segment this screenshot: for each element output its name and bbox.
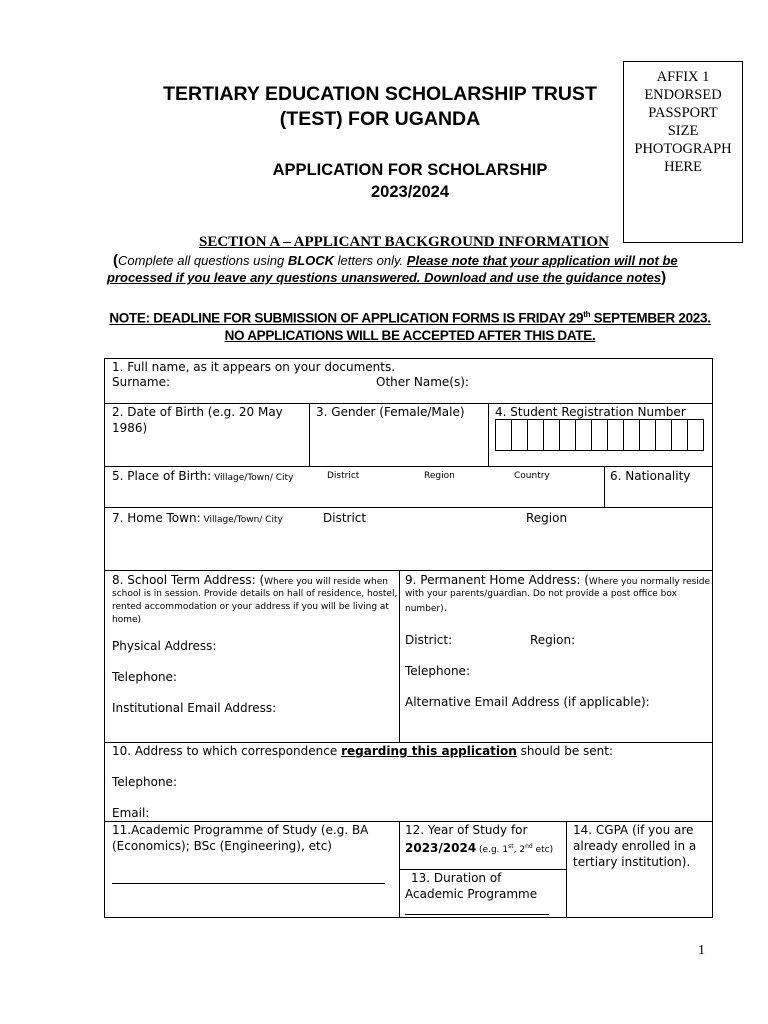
reg-char-box[interactable] — [511, 419, 528, 451]
pob-region: Region — [424, 471, 455, 481]
reg-char-box[interactable] — [575, 419, 592, 451]
year-eg-sup: nd — [525, 843, 533, 850]
registration-label: 4. Student Registration Number — [495, 405, 686, 419]
correspondence-telephone-label: Telephone: — [112, 775, 177, 789]
note-open-paren: ( — [113, 252, 118, 269]
photo-line: SIZE — [667, 123, 699, 139]
note-close-paren: ) — [661, 269, 667, 286]
reg-char-box[interactable] — [687, 419, 704, 451]
cgpa-label-line3: tertiary institution). — [573, 855, 691, 869]
gender-label: 3. Gender (Female/Male) — [316, 405, 465, 419]
section-heading: SECTION A – APPLICANT BACKGROUND INFORMATION — [199, 234, 609, 250]
school-address-hint: Where you will reside when — [264, 577, 388, 587]
deadline-sup: th — [583, 310, 591, 319]
school-address-hint: rented accommodation or your address if you will be living at — [112, 602, 389, 612]
year-bold: 2023/2024 — [405, 841, 477, 855]
note-warning: processed if you leave any questions unanswered. Download and use the guidance notes — [107, 270, 662, 285]
duration-label-line1: 13. Duration of — [411, 871, 502, 885]
note-text: letters only. — [334, 253, 407, 268]
school-address-hint: school is in session. Provide details on hall of residence, hostel, — [112, 589, 398, 599]
table-border — [712, 358, 713, 918]
col-divider — [604, 466, 605, 507]
pob-vtc: Village/Town/ City — [211, 473, 294, 483]
row-divider — [104, 507, 713, 508]
reg-char-box[interactable] — [495, 419, 512, 451]
cgpa-label-line2: already enrolled in a — [573, 839, 697, 853]
nationality-label: 6. Nationality — [610, 469, 691, 483]
year-of-study-label: 12. Year of Study for — [405, 823, 528, 837]
reg-char-box[interactable] — [591, 419, 608, 451]
home-district-label: District: — [405, 633, 453, 647]
duration-label-line2: Academic Programme — [405, 887, 538, 901]
passport-photo-box — [623, 61, 743, 243]
surname-label: Surname: — [112, 375, 171, 389]
school-address-title: 8. School Term Address: ( — [112, 573, 265, 587]
photo-line: AFFIX 1 — [656, 69, 710, 85]
col-divider — [566, 821, 567, 917]
correspondence-bold: regarding this application — [341, 744, 517, 758]
alternative-email-label: Alternative Email Address (if applicable): — [405, 695, 650, 709]
pob-district: District — [327, 471, 360, 481]
home-address-hint-dot: . — [443, 600, 448, 614]
col-divider — [399, 570, 400, 742]
photo-line: ENDORSED — [644, 87, 722, 103]
row-divider — [104, 466, 713, 467]
year-eg-text: (e.g. 1 — [476, 845, 509, 855]
row-divider — [104, 821, 713, 822]
reg-char-box[interactable] — [623, 419, 640, 451]
physical-address-label: Physical Address: — [112, 639, 217, 653]
col-divider — [488, 403, 489, 466]
year-eg-text: etc) — [532, 845, 554, 855]
home-town-title: 7. Home Town: — [112, 511, 201, 525]
deadline-text: SEPTEMBER 2023. — [590, 310, 711, 326]
home-region: Region — [526, 511, 568, 525]
place-of-birth-label — [112, 469, 293, 486]
org-title — [130, 82, 630, 132]
note-block-word: BLOCK — [287, 253, 335, 268]
deadline-text: NOTE: DEADLINE FOR SUBMISSION OF APPLICATION FORMS IS FRIDAY 29 — [109, 310, 584, 326]
deadline-note — [100, 306, 720, 344]
reg-char-box[interactable] — [671, 419, 688, 451]
row-divider — [104, 742, 713, 743]
duration-blank-line[interactable] — [405, 914, 549, 915]
school-telephone-label: Telephone: — [112, 670, 177, 684]
reg-char-box[interactable] — [543, 419, 560, 451]
row-divider — [104, 403, 713, 404]
cgpa-label-line1: 14. CGPA (if you are — [573, 823, 694, 837]
note-warning: Please note that your application will not be — [406, 253, 678, 268]
programme-label-line2: (Economics); BSc (Engineering), etc) — [112, 839, 332, 853]
photo-line: HERE — [664, 159, 702, 175]
deadline-line2: NO APPLICATIONS WILL BE ACCEPTED AFTER THIS DATE. — [224, 327, 596, 343]
table-border — [104, 358, 713, 359]
home-town-label — [112, 511, 283, 528]
home-address-hint: with your parents/guardian. Do not provide a post office box — [405, 589, 677, 599]
reg-char-box[interactable] — [527, 419, 544, 451]
application-title-line2: 2023/2024 — [371, 183, 449, 201]
note-text: Complete all questions using — [118, 253, 288, 268]
year-eg-text: , 2 — [513, 845, 526, 855]
org-title-line2: (TEST) FOR UGANDA — [279, 108, 481, 130]
application-title — [230, 159, 590, 203]
home-town-vtc: Village/Town/ City — [200, 515, 283, 525]
row-divider — [104, 570, 713, 571]
reg-char-box[interactable] — [639, 419, 656, 451]
year-example — [476, 845, 553, 855]
reg-char-box[interactable] — [655, 419, 672, 451]
org-title-line1: TERTIARY EDUCATION SCHOLARSHIP TRUST — [163, 83, 597, 105]
programme-blank-line[interactable] — [112, 883, 385, 884]
home-address-hint — [405, 601, 447, 616]
q1-title: 1. Full name, as it appears on your documents. — [112, 360, 396, 374]
correspondence-text: 10. Address to which correspondence — [112, 744, 342, 758]
home-address-title: 9. Permanent Home Address: ( — [405, 573, 589, 587]
dob-label-line2: 1986) — [112, 421, 148, 435]
instructions-note — [107, 252, 713, 286]
photo-line: PASSPORT — [648, 105, 718, 121]
institutional-email-label: Institutional Email Address: — [112, 701, 277, 715]
col-divider — [309, 403, 310, 466]
col-divider — [399, 821, 400, 917]
home-address-hint: Where you normally reside — [588, 577, 711, 587]
home-telephone-label: Telephone: — [405, 664, 470, 678]
programme-label-line1: 11.Academic Programme of Study (e.g. BA — [112, 823, 369, 837]
table-border — [104, 917, 713, 918]
row-divider — [400, 869, 566, 870]
correspondence-text: should be sent: — [516, 744, 614, 758]
home-address-hint-text: number) — [405, 604, 444, 614]
application-title-line1: APPLICATION FOR SCHOLARSHIP — [272, 161, 548, 179]
year-eg-sup: st — [508, 843, 514, 850]
correspondence-address-label — [112, 744, 613, 759]
school-address-hint: home) — [112, 615, 142, 625]
page-number: 1 — [698, 943, 705, 958]
home-region-label: Region: — [530, 633, 576, 647]
photo-line: PHOTOGRAPH — [634, 141, 732, 157]
pob-title: 5. Place of Birth: — [112, 469, 212, 483]
year-of-study-year — [405, 839, 553, 858]
reg-char-box[interactable] — [607, 419, 624, 451]
table-border — [104, 358, 105, 918]
other-names-label: Other Name(s): — [376, 375, 469, 389]
pob-country: Country — [514, 471, 550, 481]
correspondence-email-label: Email: — [112, 806, 150, 820]
home-district: District — [323, 511, 367, 525]
dob-label-line1: 2. Date of Birth (e.g. 20 May — [112, 405, 283, 419]
reg-char-box[interactable] — [559, 419, 576, 451]
